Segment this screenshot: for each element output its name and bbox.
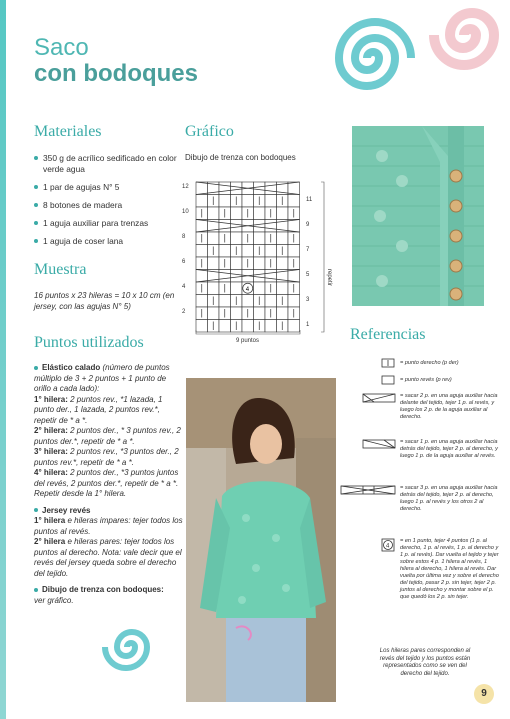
chart-cell (288, 182, 300, 195)
grafico-heading: Gráfico (185, 123, 234, 140)
row-label-left: 6 (182, 259, 186, 265)
ref-item: = sacar 2 p. en una aguja auxiliar hacia delante del tejido, tejer 1 p. al revés, y luego los 2 p. de la aguja auxiliar al derecho. (400, 393, 498, 420)
chart-cell (265, 270, 277, 283)
list-item: 1 par de agujas N° 5 (34, 182, 184, 193)
row-label-right: 9 (306, 222, 310, 228)
row2-label: 2° hilera: (34, 426, 68, 435)
chart-cell (196, 195, 208, 208)
chart-cell (265, 320, 277, 333)
svg-text:4: 4 (386, 543, 390, 550)
chart-cell (231, 282, 243, 295)
list-item: 1 aguja auxiliar para trenzas (34, 218, 184, 229)
chart-cell (254, 207, 266, 220)
chart-cell (277, 307, 289, 320)
page-title-line2: con bodoques (34, 60, 198, 87)
chart-cell (196, 270, 208, 283)
chart-cell (219, 320, 231, 333)
row-label-right: 7 (306, 247, 310, 253)
muestra-text: 16 puntos x 23 hileras = 10 x 10 cm (en jersey, con las agujas N° 5) (34, 291, 175, 311)
chart-cell (265, 195, 277, 208)
chart-cell (196, 320, 208, 333)
chart-cell (265, 220, 277, 233)
bullet-icon (34, 508, 38, 512)
chart-cell (208, 207, 220, 220)
ref-item: = punto derecho (p der) (400, 360, 459, 366)
girl-wearing-cardigan-photo (186, 378, 336, 702)
knitting-chart (178, 174, 338, 344)
referencias-note: Los hileras pares corresponden al revés del tejido y los puntos están representados como se ven del derecho del tejido. (379, 648, 471, 677)
dibujo-title: Dibujo de trenza con bodoques: (42, 585, 164, 594)
cable-front-symbol-icon (362, 393, 396, 403)
chart-cell (231, 307, 243, 320)
chart-cell (219, 270, 231, 283)
chart-cell (196, 295, 208, 308)
jersey-row2-label: 2° hilera (34, 537, 66, 546)
chart-cell (208, 282, 220, 295)
chart-cell (196, 182, 208, 195)
bullet-icon (34, 588, 38, 592)
elastico-title: Elástico calado (42, 363, 101, 372)
purl-symbol-icon (381, 375, 395, 385)
row1-text: 2 puntos rev., *1 lazada, 1 punto der., 1 lazada, 2 puntos rev.*, repetir de * a *. (34, 394, 163, 425)
row-label-left: 12 (182, 184, 189, 190)
chart-cell (196, 245, 208, 258)
row-label-right: 1 (306, 322, 310, 328)
row3-text: 2 puntos rev., *3 puntos der., 2 puntos rev.*, repetir de * a *. (34, 447, 179, 467)
chart-cell (242, 295, 254, 308)
chart-cell (231, 220, 243, 233)
chart-cell (231, 232, 243, 245)
row-label-right: 5 (306, 272, 310, 278)
ref-item: = sacar 3 p. en una aguja auxiliar hacia detrás del tejido, tejer 2 p. al derecho, luego 1 p. al revés y los otros 2 al derecho. (400, 485, 498, 512)
chart-cell (288, 245, 300, 258)
chart-cell (265, 245, 277, 258)
chart-cell (265, 295, 277, 308)
jersey-row2-text: e hileras pares: tejer todos los puntos al derecho. Nota: vale decir que el revés del jersey queda sobre el derecho del tejido. (34, 537, 182, 578)
chart-cell (288, 320, 300, 333)
elastico-intro: (número de puntos múltiplo de 3 + 2 puntos + 1 punto de orillo a cada lado): (34, 363, 170, 393)
row-label-right: 3 (306, 297, 310, 303)
row-label-left: 8 (182, 234, 186, 240)
cable-back-symbol-icon (362, 439, 396, 449)
puntos-body (34, 363, 184, 612)
page-title-line1: Saco (34, 34, 89, 61)
swirl-decoration-bottom (96, 612, 166, 682)
puntos-heading: Puntos utilizados (34, 334, 144, 351)
chart-cell (242, 245, 254, 258)
list-item: 1 aguja de coser lana (34, 236, 184, 247)
grafico-subtitle: Dibujo de trenza con bodoques (185, 153, 296, 162)
materiales-list (34, 153, 184, 254)
jersey-row1-label: 1° hilera (34, 516, 66, 525)
chart-cell (219, 220, 231, 233)
list-item: 8 botones de madera (34, 200, 184, 211)
chart-cell (254, 182, 266, 195)
chart-cell (254, 257, 266, 270)
page-number: 9 (474, 684, 494, 704)
row4-text: 2 puntos der., *3 puntos juntos del revés, 2 puntos der.*, repetir de * a *. Repetir desde la 1° hilera. (34, 468, 179, 498)
chart-cell (277, 282, 289, 295)
row-label-left: 4 (182, 284, 186, 290)
chart-cell (196, 220, 208, 233)
chart-cell (242, 195, 254, 208)
ref-item: = en 1 punto, tejer 4 puntos (1 p. al derecho, 1 p. al revés, 1 p. al derecho y 1 p. al revés). Dar vuelta el tejido y tejer sobre estos 4 p. 1 hilera al revés, 1 hilera al derecho, 1 hilera al revés. Dar vuelta por última vez y sobre el derecho del tejido, pasar 2 p. sin tejer, tejer 2 p. juntos al derecho y montar sobre el p. que quedó los 2 p. sin tejer. (400, 538, 499, 600)
chart-cell (277, 257, 289, 270)
row3-label: 3° hilera: (34, 447, 68, 456)
chart-cell (219, 245, 231, 258)
chart-cell (288, 295, 300, 308)
jersey-title: Jersey revés (42, 505, 91, 515)
list-item: 350 g de acrílico sedificado en color verde agua (34, 153, 184, 175)
cardigan-detail-photo (352, 126, 484, 306)
chart-cell (254, 232, 266, 245)
chart-cell (208, 307, 220, 320)
chart-cell (219, 195, 231, 208)
chart-cell (288, 270, 300, 283)
chart-cell (231, 270, 243, 283)
ref-item: = sacar 1 p. en una aguja auxiliar hacia detrás del tejido, tejer 2 p. al derecho, y luego 1 p. de la aguja auxiliar al revés. (400, 439, 498, 459)
dibujo-text: ver gráfico. (34, 595, 74, 605)
repeat-bracket (321, 182, 324, 332)
ref-item: = punto revés (p rev) (400, 377, 452, 383)
chart-cell (208, 232, 220, 245)
row-label-left: 2 (182, 309, 186, 315)
chart-cell (288, 195, 300, 208)
bullet-icon (34, 366, 38, 370)
left-color-rail (0, 0, 6, 719)
chart-cell (254, 282, 266, 295)
chart-cell (231, 182, 243, 195)
repeat-label: repetir (326, 269, 332, 287)
bobble-symbol-icon (381, 538, 395, 552)
knit-symbol-icon (381, 358, 395, 368)
chart-cell (208, 257, 220, 270)
swirl-decoration-pink (420, 0, 510, 85)
row2-text: 2 puntos der., * 3 puntos rev., 2 puntos der.*, repetir de * a *. (34, 426, 181, 446)
materiales-heading: Materiales (34, 123, 102, 140)
chart-cell (288, 220, 300, 233)
chart-cell (265, 182, 277, 195)
chart-cell (231, 257, 243, 270)
chart-cell (254, 220, 266, 233)
chart-cell (219, 295, 231, 308)
row1-label: 1° hilera: (34, 394, 68, 404)
chart-cell (219, 182, 231, 195)
cable-five-symbol-icon (340, 485, 396, 495)
row-label-right: 11 (306, 197, 313, 203)
swirl-decoration-top (318, 6, 428, 111)
chart-cell (242, 320, 254, 333)
row4-label: 4° hilera: (34, 468, 68, 477)
chart-cell (231, 207, 243, 220)
referencias-heading: Referencias (350, 326, 426, 343)
row-label-left: 10 (182, 209, 189, 215)
jersey-row1-text: e hileras impares: tejer todos los puntos al revés. (34, 516, 183, 536)
chart-cell (277, 207, 289, 220)
muestra-heading: Muestra (34, 261, 87, 278)
chart-cell (277, 232, 289, 245)
bobble-mark-number: 4 (245, 286, 250, 293)
chart-cell (254, 270, 266, 283)
chart-width-label: 9 puntos (236, 338, 260, 344)
chart-cell (254, 307, 266, 320)
